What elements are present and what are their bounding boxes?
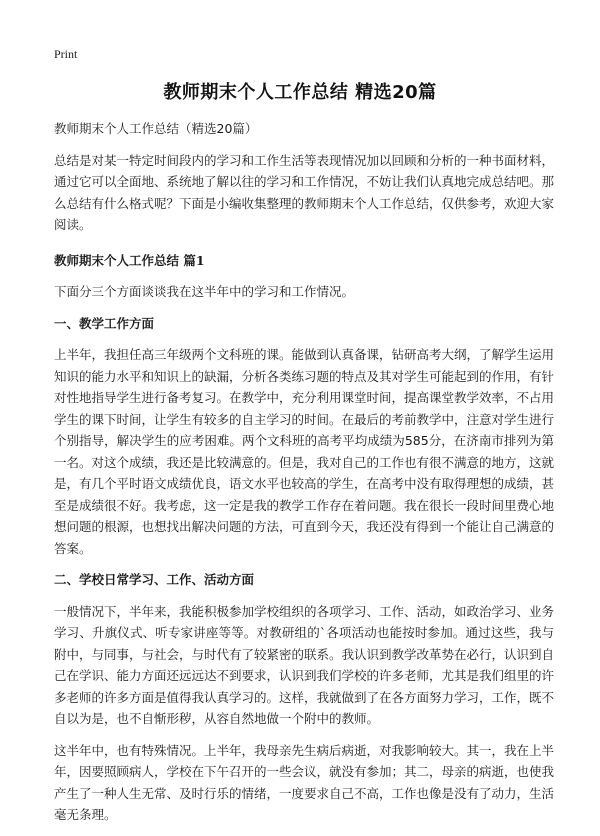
print-link[interactable]: Print: [54, 47, 78, 61]
article-heading: 教师期末个人工作总结 篇1: [54, 252, 205, 268]
section-paragraph-school-life-2: 这半年中，也有特殊情况。上半年，我母亲先生病后病逝，对我影响较大。其一，我在上半年，因要照顾病人，学校在下午召开的一些会议，就没有参加；其二，母亲的病逝，也使我产生了一种人生无常、及时行乐的情绪，一度要求自己不高，工作也像是没有了动力，生活毫无条理。: [54, 742, 555, 822]
document-subtitle: 教师期末个人工作总结（精选20篇）: [54, 121, 258, 136]
section-heading-school-life: 二、学校日常学习、工作、活动方面: [54, 572, 255, 587]
lead-paragraph: 下面分三个方面谈谈我在这半年中的学习和工作情况。: [54, 284, 355, 299]
section-heading-teaching: 一、教学工作方面: [54, 315, 155, 331]
document-body: [54, 118, 554, 836]
section-paragraph-teaching: 上半年，我担任高三年级两个文科班的课。能做到认真备课，钻研高考大纲，了解学生运用知识的能力水平和知识上的缺漏，分析各类练习题的特点及其对学生可能起到的作用，有针对性地指导学生进行备考复习。在教学中，充分利用课堂时间，提高课堂教学效率，不占用学生的课下时间，让学生有较多的自主学习的时间。在最后的考前教学中，注意对学生进行个别指导，解决学生的应考困难。两个文科班的高考平均成绩为585分，在济南市排列为第一名。对这个成绩，我还是比较满意的。但是，我对自己的工作也有很不满意的地方，这就是，有几个平时语文成绩优良，语文水平也较高的学生，在高考中没有取得理想的成绩，甚至是成绩很不好。我考虑，这一定是我的教学工作存在着问题。我在很长一段时间里费心地想问题的根源，也想找出解决问题的方法，可直到今天，我还没有得到一个能让自己满意的答案。: [54, 347, 555, 556]
intro-paragraph: 总结是对某一特定时间段内的学习和工作生活等表现情况加以回顾和分析的一种书面材料，通过它可以全面地、系统地了解以往的学习和工作情况，不妨让我们认真地完成总结吧。那么总结有什么格式呢？下面是小编收集整理的教师期末个人工作总结，仅供参考，欢迎大家阅读。: [54, 152, 555, 232]
section-paragraph-school-life-1: 一般情况下，半年来，我能积极参加学校组织的各项学习、工作、活动，如政治学习、业务学习、升旗仪式、听专家讲座等等。对教研组的`各项活动也能按时参加。通过这些，我与附中，与同事，与社会，与时代有了较紧密的联系。我认识到教学改革势在必行，认识到自己在学识、能力方面还远远达不到要求，认识到我们学校的许多老师，尤其是我们组里的许多老师的许多方面是值得我认真学习的。这样，我就做到了在各方面努力学习，工作，既不自以为是，也不自惭形秽，从容自然地做一个附中的教师。: [54, 603, 555, 726]
page-title: 教师期末个人工作总结 精选20篇: [163, 82, 437, 103]
